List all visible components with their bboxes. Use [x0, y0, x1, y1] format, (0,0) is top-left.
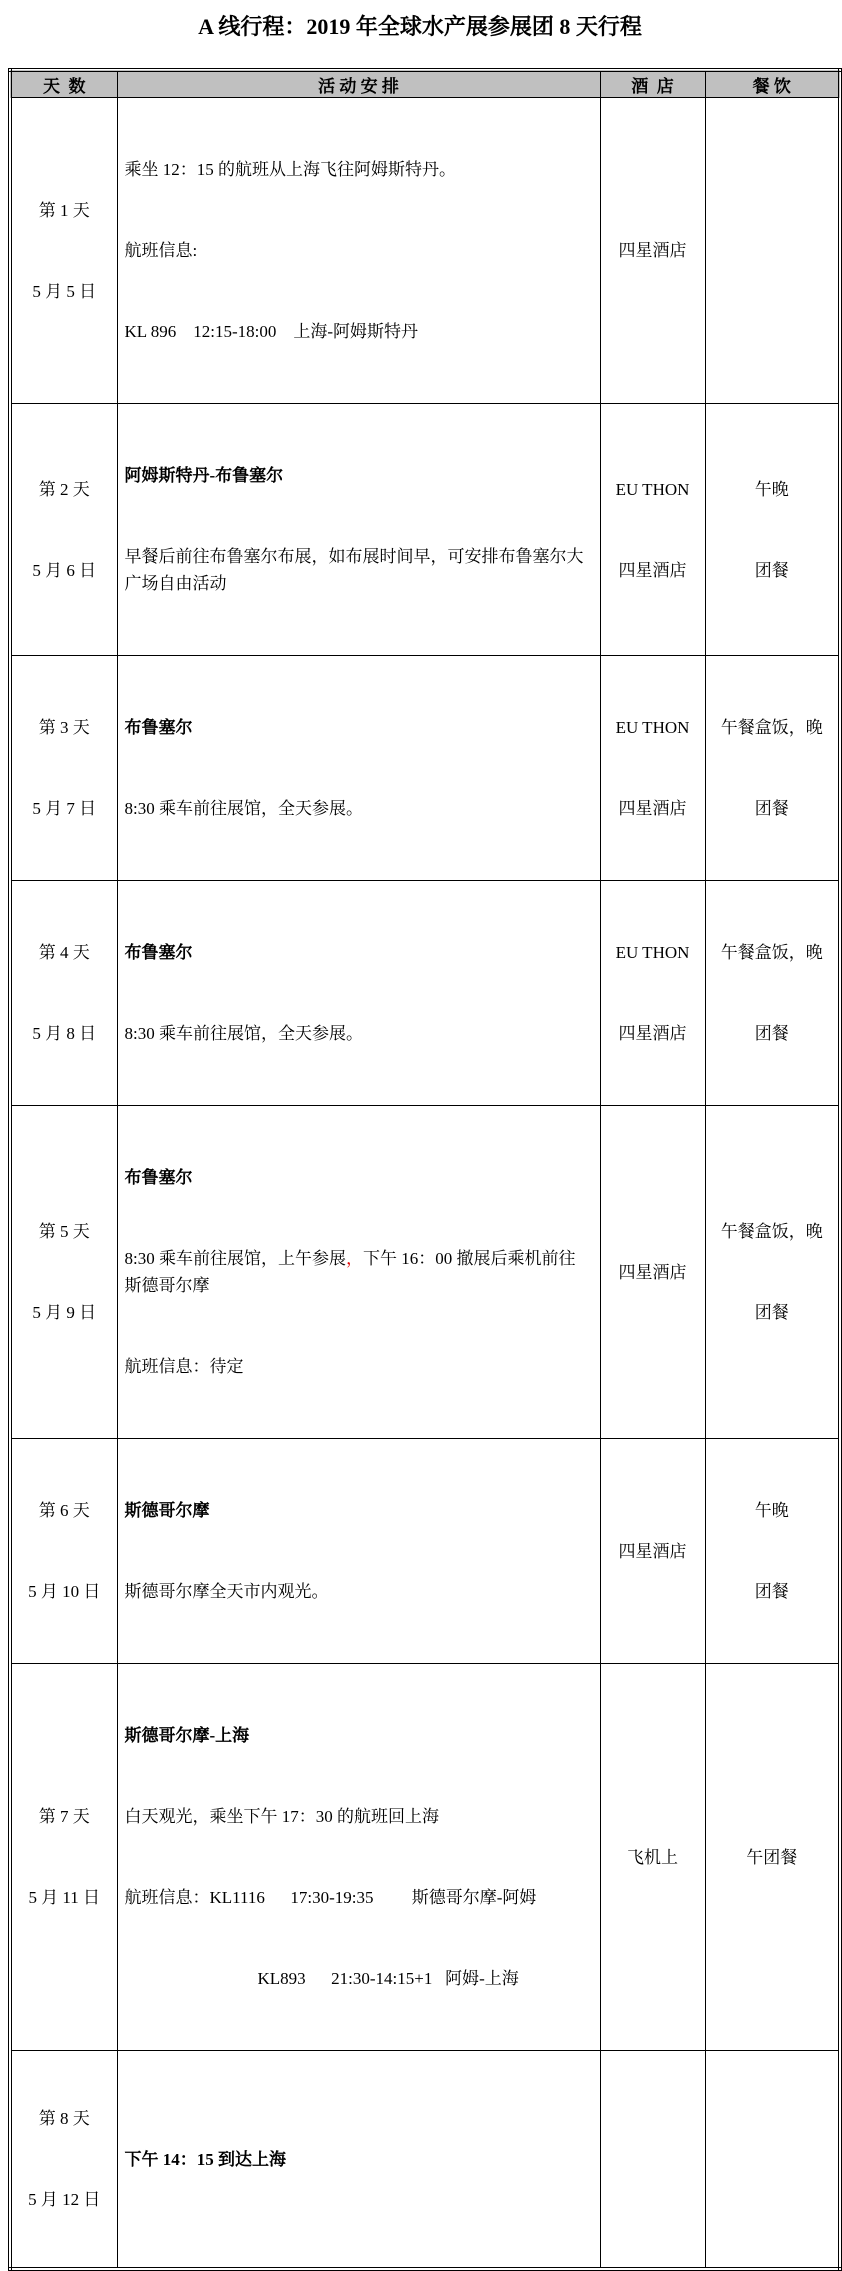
col-header-activity: 活 动 安 排: [117, 70, 600, 98]
hotel-line: EU THON: [615, 479, 690, 499]
activity-text: 下午 16：00 撤展后乘机前往斯德哥尔摩: [124, 1249, 576, 1295]
day-cell: [10, 1439, 117, 1664]
red-comma: ，: [345, 1249, 363, 1268]
activity-line: 早餐后前往布鲁塞尔布展，如布展时间早，可安排布鲁塞尔大广场自由活动: [124, 547, 584, 593]
hotel-cell: [600, 1106, 705, 1439]
day-date: 5 月 12 日: [28, 2190, 101, 2209]
day-cell: [10, 404, 117, 656]
meals-line: 团餐: [754, 1303, 789, 1322]
title-bar: [0, 0, 840, 68]
day-date: 5 月 5 日: [32, 281, 97, 301]
day-date: 5 月 11 日: [28, 1888, 101, 1907]
table-row-day2: [10, 404, 840, 656]
activity-cell: [117, 2051, 600, 2270]
meals-line: 团餐: [754, 1024, 789, 1043]
hotel-cell: [600, 98, 705, 404]
meals-line: 午晚: [754, 1501, 789, 1520]
day-cell: [10, 98, 117, 404]
day-number: 第 3 天: [38, 718, 90, 737]
col-header-meals: 餐 饮: [705, 70, 840, 98]
day-cell: [10, 881, 117, 1106]
day-number: 第 6 天: [38, 1501, 90, 1520]
day-cell: [10, 656, 117, 881]
activity-heading: 布鲁塞尔: [124, 718, 193, 737]
hotel-line: 四星酒店: [618, 799, 687, 818]
hotel-line: EU THON: [615, 943, 690, 962]
activity-text: 8:30 乘车前往展馆，上午参展: [124, 1249, 346, 1268]
activity-line: 航班信息：KL1116 17:30-19:35 斯德哥尔摩-阿姆: [124, 1888, 537, 1907]
meals-line: 团餐: [754, 560, 789, 580]
activity-line: 8:30 乘车前往展馆，全天参展。: [124, 799, 363, 818]
hotel-line: EU THON: [615, 718, 690, 737]
meals-line: 团餐: [754, 1582, 789, 1601]
activity-line: KL 896 12:15-18:00 上海-阿姆斯特丹: [124, 322, 419, 341]
hotel-cell: [600, 1439, 705, 1664]
activity-line: 航班信息：待定: [124, 1357, 244, 1376]
activity-heading: 布鲁塞尔: [124, 1168, 193, 1187]
meals-cell: [705, 1439, 840, 1664]
meals-line: 午餐盒饭，晚: [720, 718, 823, 737]
day-date: 5 月 10 日: [28, 1582, 101, 1601]
meals-cell: [705, 98, 840, 404]
meals-cell: [705, 881, 840, 1106]
table-row-day7: [10, 1664, 840, 2051]
activity-cell: [117, 404, 600, 656]
activity-cell: [117, 1664, 600, 2051]
day-date: 5 月 7 日: [32, 799, 97, 818]
day-date: 5 月 9 日: [32, 1303, 97, 1322]
activity-heading: 阿姆斯特丹-布鲁塞尔: [124, 466, 284, 485]
day-cell: [10, 1106, 117, 1439]
activity-heading: 布鲁塞尔: [124, 943, 193, 962]
hotel-line: 四星酒店: [618, 241, 687, 260]
activity-line: 白天观光，乘坐下午 17：30 的航班回上海: [124, 1807, 439, 1826]
day-date: 5 月 8 日: [32, 1024, 97, 1043]
table-header-row: [10, 70, 840, 98]
meals-line: 午晚: [754, 479, 789, 499]
day-number: 第 8 天: [38, 2109, 90, 2128]
activity-cell: [117, 98, 600, 404]
activity-line: [125, 1245, 592, 1299]
hotel-line: 飞机上: [627, 1847, 678, 1867]
table-row-day8: [10, 2051, 840, 2270]
meals-line: 团餐: [754, 799, 789, 818]
meals-cell: [705, 1106, 840, 1439]
meals-cell: [705, 656, 840, 881]
activity-heading: 斯德哥尔摩: [124, 1501, 210, 1520]
activity-line: KL893 21:30-14:15+1 阿姆-上海: [257, 1969, 519, 1988]
itinerary-table: [8, 68, 842, 2271]
table-row-day5: [10, 1106, 840, 1439]
day-number: 第 4 天: [38, 943, 90, 962]
table-row-day3: [10, 656, 840, 881]
day-cell: [10, 1664, 117, 2051]
hotel-cell: [600, 881, 705, 1106]
hotel-line: 四星酒店: [618, 1024, 687, 1043]
meals-cell: [705, 1664, 840, 2051]
meals-cell: [705, 2051, 840, 2270]
activity-cell: [117, 1106, 600, 1439]
activity-line: 乘坐 12：15 的航班从上海飞往阿姆斯特丹。: [124, 160, 456, 179]
activity-cell: [117, 1439, 600, 1664]
meals-line: 午餐盒饭，晚: [720, 1222, 823, 1241]
col-header-days: 天 数: [10, 70, 117, 98]
day-date: 5 月 6 日: [32, 560, 97, 580]
hotel-line: 四星酒店: [618, 1541, 687, 1561]
activity-line: 斯德哥尔摩全天市内观光。: [124, 1582, 329, 1601]
day-number: 第 7 天: [38, 1807, 90, 1826]
hotel-line: 四星酒店: [618, 1262, 687, 1282]
hotel-cell: [600, 404, 705, 656]
table-row-day6: [10, 1439, 840, 1664]
day-number: 第 5 天: [38, 1222, 90, 1241]
page-title: A 线行程：2019 年全球水产展参展团 8 天行程: [198, 14, 642, 39]
activity-line: 航班信息:: [124, 241, 198, 260]
meals-line: 午餐盒饭，晚: [720, 943, 823, 962]
hotel-cell: [600, 656, 705, 881]
day-number: 第 2 天: [38, 479, 90, 499]
day-number: 第 1 天: [38, 200, 90, 220]
activity-cell: [117, 881, 600, 1106]
activity-heading: 斯德哥尔摩-上海: [124, 1726, 250, 1745]
hotel-line: 四星酒店: [618, 560, 687, 580]
table-row-day1: [10, 98, 840, 404]
activity-line: 8:30 乘车前往展馆，全天参展。: [124, 1024, 363, 1043]
hotel-cell: [600, 1664, 705, 2051]
meals-cell: [705, 404, 840, 656]
day-cell: [10, 2051, 117, 2270]
col-header-hotel: 酒 店: [600, 70, 705, 98]
activity-cell: [117, 656, 600, 881]
meals-line: 午团餐: [746, 1847, 798, 1867]
activity-heading: 下午 14：15 到达上海: [124, 2149, 286, 2169]
hotel-cell: [600, 2051, 705, 2270]
table-row-day4: [10, 881, 840, 1106]
